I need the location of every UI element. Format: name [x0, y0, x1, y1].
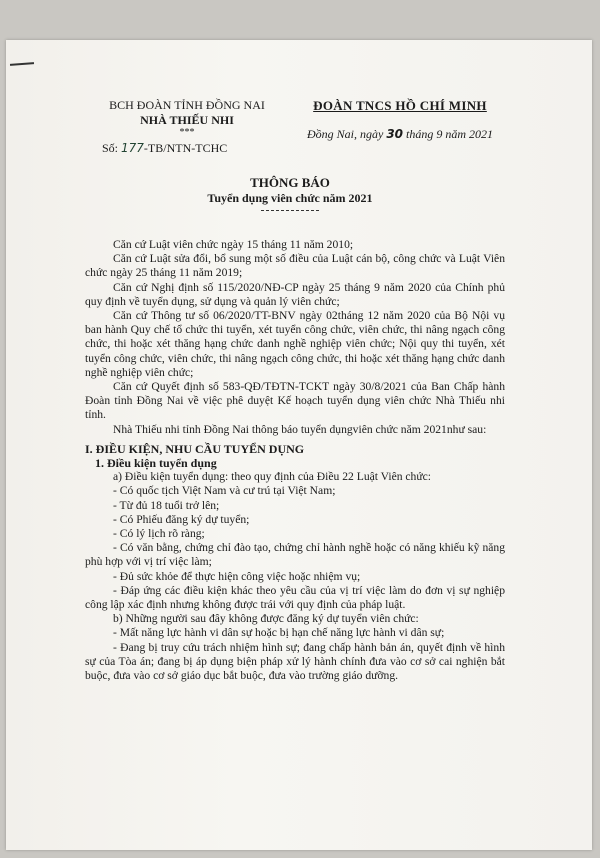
paragraph: b) Những người sau đây không được đăng ký dự tuyển viên chức: — [113, 612, 419, 626]
document-subtitle: Tuyển dụng viên chức năm 2021 — [207, 191, 373, 205]
paragraph: Căn cứ Nghị định số 115/2020/NĐ-CP ngày 25 tháng 9 năm 2020 của Chính phủ quy định về tuyển dụng, sử dụng và quản lý viên chức; — [85, 280, 505, 308]
title-underline — [261, 206, 319, 211]
paragraph: Căn cứ Quyết định số 583-QĐ/TĐTN-TCKT ngày 30/8/2021 của Ban Chấp hành Đoàn tỉnh Đồng Nai về việc phê duyệt Kế hoạch tuyển dụng viên chức Nhà Thiếu nhi tỉnh. — [85, 380, 505, 422]
document-title: THÔNG BÁO — [250, 175, 330, 190]
header-right — [300, 98, 500, 142]
paragraph: Căn cứ Luật sửa đổi, bổ sung một số điều của Luật cán bộ, công chức và Luật Viên chức ngày 25 tháng 11 năm 2019; — [85, 252, 505, 280]
list-item: - Từ đủ 18 tuổi trở lên; — [113, 498, 220, 512]
list-item: - Có quốc tịch Việt Nam và cư trú tại Việt Nam; — [113, 484, 336, 498]
union-name: ĐOÀN TNCS HỒ CHÍ MINH — [313, 98, 487, 113]
handwritten-number: 177 — [121, 141, 144, 155]
stars-divider: *** — [179, 127, 195, 138]
handwritten-day: 30 — [386, 127, 404, 141]
section-heading: I. ĐIỀU KIỆN, NHU CẦU TUYỂN DỤNG — [85, 441, 305, 456]
paragraph: a) Điều kiện tuyển dụng: theo quy định của Điều 22 Luật Viên chức: — [113, 470, 432, 484]
header-left — [82, 98, 292, 156]
paragraph: Nhà Thiếu nhi tỉnh Đồng Nai thông báo tuyển dụngviên chức năm 2021như sau: — [113, 422, 487, 436]
list-item: - Đủ sức khỏe để thực hiện công việc hoặc nhiệm vụ; — [113, 569, 361, 583]
list-item: - Có văn bằng, chứng chỉ đào tạo, chứng chỉ hành nghề hoặc có năng khiếu kỹ năng phù hợp với vị trí việc làm; — [85, 541, 505, 569]
document-number: Số: 177-TB/NTN-TCHC — [102, 141, 228, 155]
list-item: - Mất năng lực hành vi dân sự hoặc bị hạn chế năng lực hành vi dân sự; — [113, 626, 445, 640]
paragraph: Căn cứ Thông tư số 06/2020/TT-BNV ngày 02tháng 12 năm 2020 của Bộ Nội vụ ban hành Quy chế tổ chức thi tuyển, xét tuyển công chức, viên chức, thi nâng ngạch công chức, thi hoặc xét thăng hạng chức danh nghề nghiệp viên chức; Nội quy thi tuyển, xét tuyển công chức, viên chức, thi nâng ngạch công chức, thi hoặc xét thăng hạng chức danh nghề nghiệp viên chức; — [85, 309, 505, 379]
list-item: - Đang bị truy cứu trách nhiệm hình sự; đang chấp hành bản án, quyết định về hình sự của Tòa án; đang bị áp dụng biện pháp xử lý hành chính đưa vào cơ sở cai nghiện bắt buộc, đưa vào cơ sở giáo dục bắt buộc, đưa vào trường giáo dưỡng. — [85, 640, 505, 683]
list-item: - Đáp ứng các điều kiện khác theo yêu cầu của vị trí việc làm do đơn vị sự nghiệp công lập xác định nhưng không được trái với quy định của pháp luật. — [85, 583, 505, 612]
issuing-org: NHÀ THIẾU NHI — [140, 113, 234, 127]
paragraph: Căn cứ Luật viên chức ngày 15 tháng 11 năm 2010; — [113, 238, 354, 251]
list-item: - Có Phiếu đăng ký dự tuyển; — [113, 512, 250, 526]
title-block — [120, 175, 460, 211]
subsection-heading: 1. Điều kiện tuyển dụng — [95, 456, 217, 471]
issue-date: Đồng Nai, ngày 30 tháng 9 năm 2021 — [306, 127, 494, 141]
list-item: - Có lý lịch rõ ràng; — [113, 527, 205, 541]
document-body — [85, 238, 505, 683]
parent-org: BCH ĐOÀN TỈNH ĐỒNG NAI — [109, 98, 265, 112]
